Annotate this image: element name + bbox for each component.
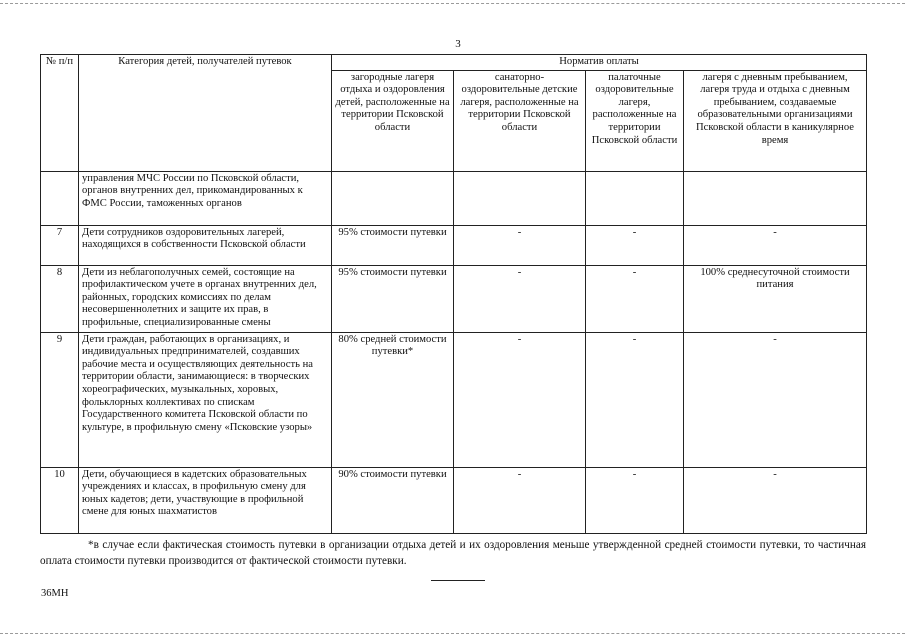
row-value-sanatorium: - [454, 265, 586, 332]
row-value-country: 95% стоимости путевки [332, 225, 454, 265]
header-tent-camps: палаточные оздоровительные лагеря, расположенные на территории Псковской области [586, 70, 684, 171]
row-value-tent: - [586, 225, 684, 265]
row-category: Дети, обучающиеся в кадетских образовательных учреждениях и классах, в профильную смену для юных кадетов; дети, участвующие в профильной смене для юных шахматистов [79, 467, 332, 533]
row-value-country: 90% стоимости путевки [332, 467, 454, 533]
table-row [41, 332, 867, 467]
row-number [41, 171, 79, 225]
row-value-tent: - [586, 467, 684, 533]
row-value-day [684, 171, 867, 225]
row-number: 7 [41, 225, 79, 265]
table-row [41, 225, 867, 265]
document-code: 36МН [41, 588, 69, 599]
row-value-day: - [684, 467, 867, 533]
scan-edge-bottom [0, 633, 905, 634]
row-category: Дети из неблагополучных семей, состоящие на профилактическом учете в органах внутренних дел, районных, городских комиссиях по делам несовершеннолетних и защите их прав, в профильные, специализированные смены [79, 265, 332, 332]
scan-edge-top [0, 3, 905, 4]
header-sanatorium-camps: санаторно-оздоровительные детские лагеря, расположенные на территории Псковской области [454, 70, 586, 171]
header-category: Категория детей, получателей путевок [79, 55, 332, 172]
row-value-tent: - [586, 332, 684, 467]
header-payment-norm: Норматив оплаты [332, 55, 867, 71]
row-value-country [332, 171, 454, 225]
row-value-day: - [684, 225, 867, 265]
payment-norm-table [40, 54, 867, 534]
row-value-day: - [684, 332, 867, 467]
row-value-sanatorium: - [454, 225, 586, 265]
row-value-country: 95% стоимости путевки [332, 265, 454, 332]
table-row [41, 171, 867, 225]
table-row [41, 265, 867, 332]
row-value-tent [586, 171, 684, 225]
row-value-sanatorium: - [454, 332, 586, 467]
header-country-camps: загородные лагеря отдыха и оздоровления детей, расположенные на территории Псковской области [332, 70, 454, 171]
row-category: Дети граждан, работающих в организациях, и индивидуальных предпринимателей, создавших рабочие места и осуществляющих деятельность на территории области, занимающиеся: в творческих хореографических, музыкальных, хоровых, фольклорных коллективах по спискам Государственного комитета Псковской области по культуре, в профильную смену «Псковские узоры» [79, 332, 332, 467]
row-value-country: 80% средней стоимости путевки* [332, 332, 454, 467]
row-number: 9 [41, 332, 79, 467]
row-value-tent: - [586, 265, 684, 332]
header-day-camps: лагеря с дневным пребыванием, лагеря труда и отдыха с дневным пребыванием, создаваемые образовательными организациями Псковской области в каникулярное время [684, 70, 867, 171]
signature-line [431, 580, 485, 581]
header-number: № п/п [41, 55, 79, 172]
table-row [41, 467, 867, 533]
row-category: Дети сотрудников оздоровительных лагерей, находящихся в собственности Псковской области [79, 225, 332, 265]
footnote: *в случае если фактическая стоимость путевки в организации отдыха детей и их оздоровления меньше утвержденной средней стоимости путевки, то частичная оплата стоимости путевки производится от фактической стоимости путевки. [40, 539, 866, 567]
row-value-sanatorium: - [454, 467, 586, 533]
row-value-sanatorium [454, 171, 586, 225]
row-value-day: 100% среднесуточной стоимости питания [684, 265, 867, 332]
row-category: управления МЧС России по Псковской области, органов внутренних дел, прикомандированных к ФМС России, таможенных органов [79, 171, 332, 225]
page-number: 3 [455, 38, 461, 50]
row-number: 10 [41, 467, 79, 533]
row-number: 8 [41, 265, 79, 332]
